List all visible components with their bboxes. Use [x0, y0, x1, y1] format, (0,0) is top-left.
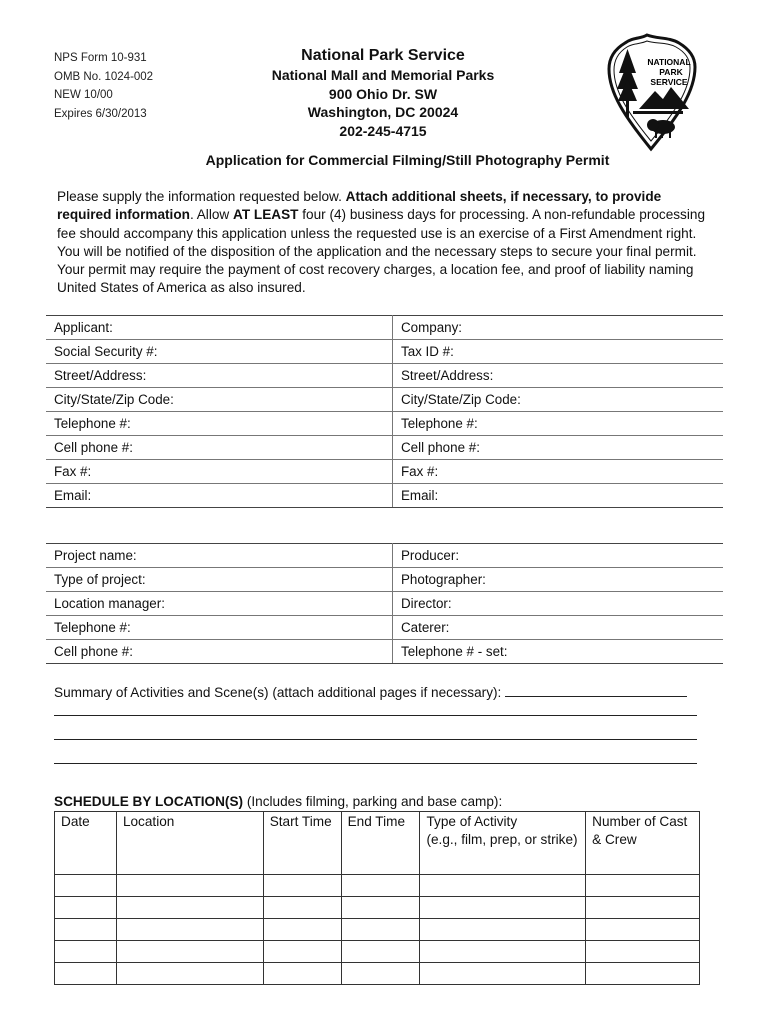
table-row — [46, 640, 723, 664]
intro-bold-2: AT LEAST — [233, 207, 299, 223]
summary-input-line[interactable] — [54, 763, 697, 764]
cell-start[interactable] — [263, 875, 341, 897]
summary-input-line[interactable] — [505, 683, 687, 697]
cell-activity[interactable] — [420, 897, 586, 919]
company-field[interactable]: Company: — [393, 316, 724, 340]
logo-line1: NATIONAL — [647, 57, 691, 67]
omb-number: OMB No. 1024-002 — [54, 70, 154, 83]
project-cell-field[interactable]: Cell phone #: — [46, 640, 393, 664]
applicant-email-field[interactable]: Email: — [46, 484, 393, 508]
location-manager-field[interactable]: Location manager: — [46, 592, 393, 616]
table-row — [46, 316, 723, 340]
cell-activity[interactable] — [420, 875, 586, 897]
applicant-field[interactable]: Applicant: — [46, 316, 393, 340]
cell-location[interactable] — [116, 919, 263, 941]
agency-city: Washington, DC 20024 — [307, 104, 459, 120]
cell-date[interactable] — [55, 897, 117, 919]
schedule-header-row — [55, 812, 700, 875]
table-row — [46, 412, 723, 436]
cell-activity[interactable] — [420, 963, 586, 985]
ssn-field[interactable]: Social Security #: — [46, 340, 393, 364]
table-row — [55, 963, 700, 985]
form-meta — [54, 49, 153, 123]
table-row — [46, 592, 723, 616]
table-row — [46, 616, 723, 640]
table-row — [55, 897, 700, 919]
company-city-field[interactable]: City/State/Zip Code: — [393, 388, 724, 412]
table-row — [46, 364, 723, 388]
cell-start[interactable] — [263, 941, 341, 963]
table-row — [55, 919, 700, 941]
col-activity-label: Type of Activity — [426, 814, 518, 829]
form-title: Application for Commercial Filming/Still Photography Permit — [205, 152, 610, 168]
table-row — [46, 544, 723, 568]
cell-activity[interactable] — [420, 941, 586, 963]
project-table — [46, 543, 723, 664]
form-expiration: Expires 6/30/2013 — [54, 107, 147, 120]
cell-date[interactable] — [55, 941, 117, 963]
logo-line2: PARK — [659, 67, 683, 77]
summary-section — [54, 683, 687, 700]
intro-text-1: Please supply the information requested below. — [57, 189, 346, 204]
table-row — [46, 340, 723, 364]
instructions-paragraph — [57, 188, 717, 298]
logo-line3: SERVICE — [650, 77, 688, 87]
cell-activity[interactable] — [420, 919, 586, 941]
agency-phone: 202-245-4715 — [339, 122, 427, 139]
project-telephone-field[interactable]: Telephone #: — [46, 616, 393, 640]
schedule-note: (Includes filming, parking and base camp): — [243, 794, 503, 809]
set-telephone-field[interactable]: Telephone # - set: — [393, 640, 724, 664]
agency-street: 900 Ohio Dr. SW — [328, 85, 438, 102]
schedule-heading — [54, 794, 502, 809]
cell-start[interactable] — [263, 919, 341, 941]
schedule-table — [54, 811, 700, 985]
applicant-company-table — [46, 315, 723, 508]
table-row — [46, 484, 723, 508]
col-start-time: Start Time — [263, 812, 341, 875]
cell-location[interactable] — [116, 875, 263, 897]
applicant-city-field[interactable]: City/State/Zip Code: — [46, 388, 393, 412]
cell-cast[interactable] — [586, 919, 700, 941]
applicant-street-field[interactable]: Street/Address: — [46, 364, 393, 388]
cell-date[interactable] — [55, 875, 117, 897]
cell-end[interactable] — [341, 875, 420, 897]
applicant-cell-field[interactable]: Cell phone #: — [46, 436, 393, 460]
agency-name: National Park Service — [301, 47, 465, 64]
cell-end[interactable] — [341, 963, 420, 985]
cell-end[interactable] — [341, 897, 420, 919]
col-activity-example: (e.g., film, prep, or strike) — [426, 832, 578, 847]
col-activity — [420, 812, 586, 875]
table-row — [55, 875, 700, 897]
cell-cast[interactable] — [586, 963, 700, 985]
caterer-field[interactable]: Caterer: — [393, 616, 724, 640]
cell-cast[interactable] — [586, 897, 700, 919]
director-field[interactable]: Director: — [393, 592, 724, 616]
producer-field[interactable]: Producer: — [393, 544, 724, 568]
company-email-field[interactable]: Email: — [393, 484, 724, 508]
cell-cast[interactable] — [586, 875, 700, 897]
cell-date[interactable] — [55, 963, 117, 985]
intro-bold-1: Attach additional sheets, if necessary, to provide required information — [57, 189, 662, 223]
tax-id-field[interactable]: Tax ID #: — [393, 340, 724, 364]
cell-end[interactable] — [341, 941, 420, 963]
company-cell-field[interactable]: Cell phone #: — [393, 436, 724, 460]
cell-end[interactable] — [341, 919, 420, 941]
project-name-field[interactable]: Project name: — [46, 544, 393, 568]
lake-icon — [633, 111, 683, 114]
applicant-fax-field[interactable]: Fax #: — [46, 460, 393, 484]
table-row — [46, 436, 723, 460]
photographer-field[interactable]: Photographer: — [393, 568, 724, 592]
col-cast-crew: Number of Cast & Crew — [586, 812, 700, 875]
cell-location[interactable] — [116, 941, 263, 963]
intro-text-3: four (4) business days for processing. A non-refundable processing fee should accompany this application unless the requested use is an exercise of a First Amendment right. You will be notified of the disposition of the application and the necessary steps to secure your final permit. Your permit may require the payment of cost recovery charges, a location fee, and proof of liability naming United States of America as also insured. — [57, 207, 705, 296]
cell-cast[interactable] — [586, 941, 700, 963]
company-telephone-field[interactable]: Telephone #: — [393, 412, 724, 436]
company-fax-field[interactable]: Fax #: — [393, 460, 724, 484]
col-date: Date — [55, 812, 117, 875]
cell-start[interactable] — [263, 963, 341, 985]
table-row — [46, 388, 723, 412]
cell-location[interactable] — [116, 897, 263, 919]
nps-arrowhead-logo — [603, 33, 699, 153]
applicant-telephone-field[interactable]: Telephone #: — [46, 412, 393, 436]
col-location: Location — [116, 812, 263, 875]
summary-input-line[interactable] — [54, 715, 697, 716]
table-row — [55, 941, 700, 963]
cell-start[interactable] — [263, 897, 341, 919]
table-row — [46, 568, 723, 592]
form-version: NEW 10/00 — [54, 89, 113, 101]
agency-unit: National Mall and Memorial Parks — [271, 67, 495, 83]
summary-label: Summary of Activities and Scene(s) (attach additional pages if necessary): — [54, 685, 502, 700]
project-type-field[interactable]: Type of project: — [46, 568, 393, 592]
company-street-field[interactable]: Street/Address: — [393, 364, 724, 388]
cell-date[interactable] — [55, 919, 117, 941]
schedule-title: SCHEDULE BY LOCATION(S) — [54, 794, 244, 809]
table-row — [46, 460, 723, 484]
intro-text-2: . Allow — [189, 207, 234, 223]
col-end-time: End Time — [341, 812, 420, 875]
summary-input-line[interactable] — [54, 739, 697, 740]
form-number: NPS Form 10-931 — [54, 52, 147, 64]
agency-header — [230, 45, 536, 140]
cell-location[interactable] — [116, 963, 263, 985]
